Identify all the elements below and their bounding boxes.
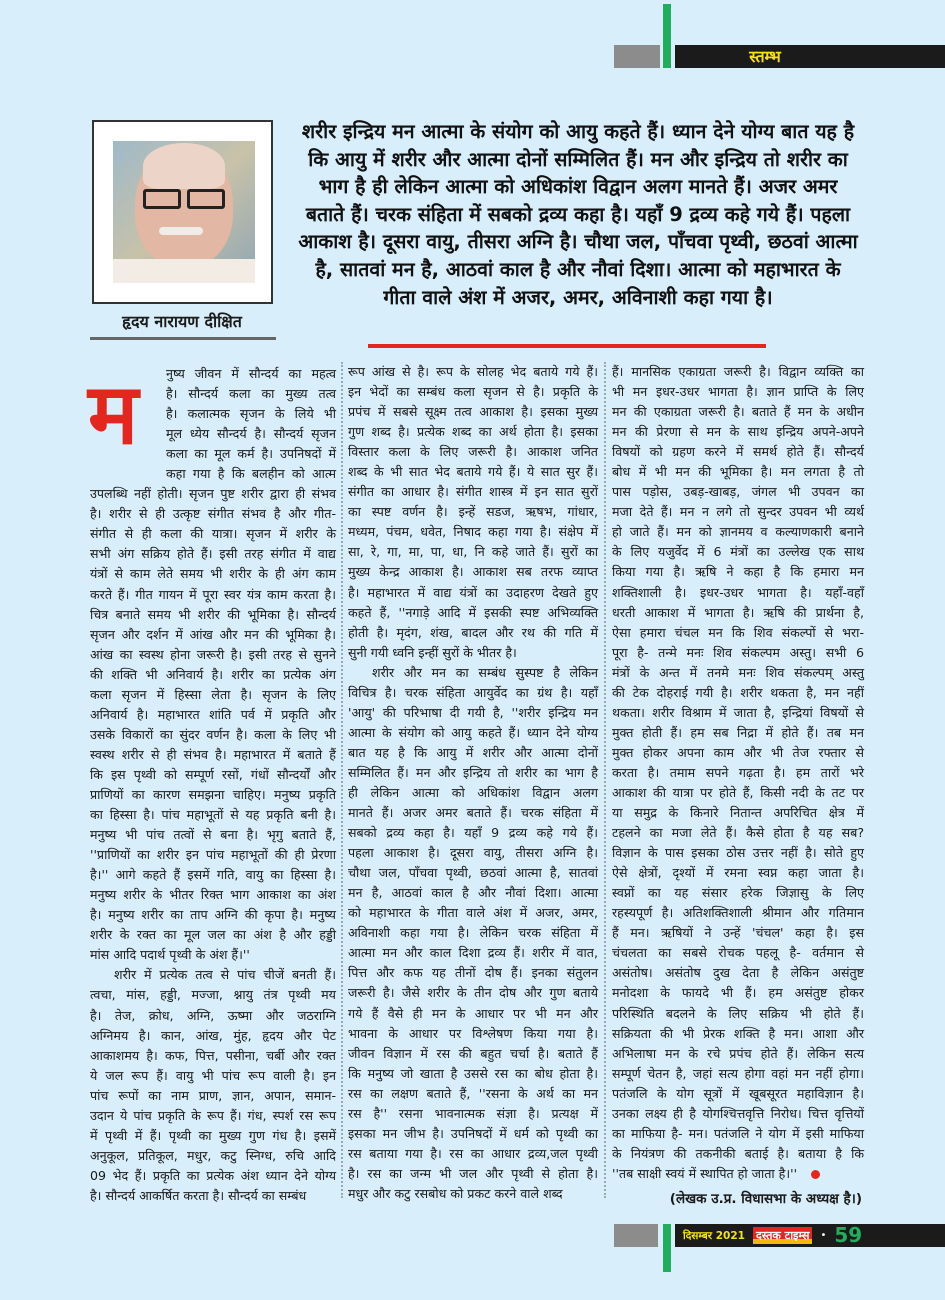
text-line — [90, 564, 336, 584]
text-line-content: शरीर के रक्त का मूल जल का अंश है और हड्डी — [90, 927, 336, 943]
text-line — [90, 745, 336, 765]
text-line-content: आत्मा के संयोग को आयु कहते हैं। ध्यान देने योग्य — [348, 724, 598, 740]
text-line-content: इन भेदों का सम्बंध कला सृजन से है। प्रकृति के — [348, 384, 598, 400]
text-line — [90, 865, 336, 885]
text-line-content: आंख का स्वस्थ होना जरूरी है। इसी तरह से सुनने — [90, 646, 336, 662]
text-line — [612, 863, 864, 883]
text-line-content: पांच रूपों का नाम प्राण, ज्ञान, अपान, समान- — [90, 1087, 336, 1103]
footer-green-bar — [663, 1224, 671, 1272]
text-line-content: थकता। शरीर विश्राम में जाता है, इन्द्रियां विषयों से — [612, 704, 864, 720]
text-line-content: शरीर और मन का सम्बंध सुस्पष्ट है लेकिन — [372, 664, 598, 680]
magazine-logo: दस्तक टाइम्स — [753, 1227, 812, 1244]
article-column-3 — [612, 362, 864, 1184]
text-line — [348, 502, 598, 522]
text-line-content: विचित्र है। चरक संहिता आयुर्वेद का ग्रंथ है। यहाँ — [348, 684, 598, 700]
text-line-content: उदान ये पांच प्रकृति के रूप हैं। गंध, स्पर्श रस रूप — [90, 1107, 336, 1123]
header-gray-block — [614, 45, 660, 68]
text-line — [90, 1146, 336, 1166]
column-divider — [341, 362, 343, 1198]
text-line — [90, 404, 336, 424]
text-line — [90, 1186, 336, 1206]
footer-gray-block — [614, 1224, 658, 1247]
text-line-content: 09 भेद हैं। प्रकृति का प्रत्येक अंश ध्यान देने योग्य — [90, 1167, 336, 1183]
text-line-content: आकाश की यात्रा पर होते हैं, किसी नदी के तट पर — [612, 784, 864, 800]
text-line — [612, 1024, 864, 1044]
text-line — [612, 883, 864, 903]
text-line — [348, 643, 598, 663]
text-line-content: का माफिया है- मन। पतंजलि ने योग में इसी माफिया — [612, 1125, 864, 1141]
pull-quote-underline — [368, 344, 766, 348]
text-line-content: रस बताया गया है। रस का आधार द्रव्य,जल पृथ्वी — [348, 1145, 598, 1161]
text-line-content: ऐसे क्षेत्रों, दृश्यों में रमना स्वप्न कहा जाता है। — [612, 865, 864, 881]
text-line-content: रस है'' रसना भावनात्मक संज्ञा है। प्रत्यक्ष में — [348, 1105, 598, 1121]
text-line — [90, 705, 336, 725]
text-line — [348, 763, 598, 783]
text-line-content: सक्रियता की भी प्रेरक शक्ति है मन। आशा और — [612, 1025, 864, 1041]
text-line — [612, 1144, 864, 1164]
text-line — [348, 1164, 598, 1184]
text-line — [612, 703, 864, 723]
text-line-content: है। शरीर से ही उत्कृष्ट संगीत संभव है और गीत- — [90, 506, 336, 522]
text-line-content: अग्निमय है। कान, आंख, मुंह, हृदय और पेट — [90, 1027, 336, 1043]
text-line — [90, 685, 336, 705]
text-line-content: है। सौन्दर्य आकर्षित करता है। सौन्दर्य का सम्बंध — [90, 1187, 307, 1203]
text-line — [90, 1046, 336, 1066]
text-line-content: जरूरी है। जैसे शरीर के तीन दोष और गुण बताये — [348, 985, 598, 1001]
text-line — [90, 384, 336, 404]
text-line-content: आकाशमय है। कफ, पित्त, पसीना, चर्बी और रक्त — [90, 1047, 336, 1063]
text-line — [612, 583, 864, 603]
text-line — [612, 362, 864, 382]
text-line — [90, 785, 336, 805]
text-line — [348, 562, 598, 582]
text-line — [348, 1044, 598, 1064]
text-line-content: शक्तिशाली है। इधर-उधर भागता है। यहाँ-वहाँ — [612, 584, 864, 600]
text-line-content: उपलब्धि नहीं होती। सृजन पुष्ट शरीर द्वारा ही संभव — [90, 486, 336, 502]
article-column-1 — [90, 364, 336, 1206]
text-line-content: है। तेज, क्रोध, अग्नि, ऊष्मा और जठराग्नि — [90, 1007, 336, 1023]
text-line — [348, 863, 598, 883]
text-line — [612, 1124, 864, 1144]
text-line — [612, 1104, 864, 1124]
text-line — [612, 823, 864, 843]
text-line — [612, 462, 864, 482]
text-line — [90, 965, 336, 985]
text-line — [612, 402, 864, 422]
text-line-content: मन है, आठवां काल है और नौवां दिशा। आत्मा — [348, 885, 598, 901]
author-credit: (लेखक उ.प्र. विधासभा के अध्यक्ष है।) — [669, 1191, 862, 1207]
text-line — [612, 983, 864, 1003]
text-line — [612, 743, 864, 763]
text-line-content: है। रस का जन्म भी जल और पृथ्वी से होता है। — [348, 1165, 598, 1181]
issue-date: दिसम्बर 2021 — [683, 1229, 745, 1242]
text-line-content: रहस्यपूर्ण है। अतिशक्तिशाली श्रीमान और गतिमान — [612, 905, 864, 921]
text-line-content: का हिस्सा है। पांच महाभूतों से यह प्रकृति बनी है। — [90, 807, 336, 823]
text-line-content: हैं मन। ऋषियों ने उन्हें 'चंचल' कहा है। इस — [612, 925, 864, 941]
text-line — [90, 645, 336, 665]
text-line-content: पास पड़ोस, उबड़-खाबड़, जंगल भी उपवन का — [612, 484, 864, 500]
text-line — [90, 925, 336, 945]
text-line-content: विज्ञान के पास इसका ठोस उत्तर नहीं है। सोते हुए — [612, 845, 864, 861]
text-line-content: में पृथ्वी में हैं। पृथ्वी का मुख्य गुण गंध है। इसमें — [90, 1127, 336, 1143]
text-line — [348, 703, 598, 723]
text-line-content: है। महाभारत में वाद्य यंत्रों का उदाहरण देखते हुए — [348, 584, 598, 600]
text-line — [90, 544, 336, 564]
text-line — [90, 985, 336, 1005]
text-line-content: ये जल रूप हैं। वायु भी पांच रूप वाली है। इन — [90, 1067, 336, 1083]
text-line — [348, 743, 598, 763]
text-line-content: करते हैं। गीत गायन में पूरा स्वर यंत्र काम करता है। — [90, 586, 336, 602]
text-line — [90, 905, 336, 925]
text-line — [348, 1104, 598, 1124]
text-line-content: पूरा है- तन्मे मनः शिव संकल्पम अस्तु। सभी 6 — [612, 644, 864, 660]
text-line — [612, 382, 864, 402]
text-line — [90, 805, 336, 825]
text-line — [90, 1066, 336, 1086]
text-line-content: गुण शब्द है। प्रत्येक शब्द का अर्थ होता है। इसका — [348, 424, 598, 440]
text-line — [612, 683, 864, 703]
text-line-content: कला का मूल कर्म है। उपनिषदों में — [166, 446, 336, 462]
text-line-content: मन की प्रेरणा से मन के साथ इन्द्रिय अपने-अपने — [612, 424, 864, 440]
text-line-content: हो जाते हैं। मन को ज्ञानमय व कल्याणकारी बनाने — [612, 524, 864, 540]
text-line-content: सभी अंग सक्रिय होते हैं। इसी तरह संगीत में वाद्य — [90, 546, 336, 562]
text-line — [612, 943, 864, 963]
text-line — [348, 783, 598, 803]
text-line-content: पहला आकाश है। दूसरा वायु, तीसरा अग्नि है। — [348, 845, 598, 861]
text-line-content: स्वप्नों का यह संसार हरेक जिज्ञासु के लिए — [612, 885, 864, 901]
text-line — [348, 683, 598, 703]
text-line-content: सा, रे, गा, मा, पा, धा, नि कहे जाते हैं। सुरों का — [348, 544, 598, 560]
text-line-content: चंचलता का सबसे रोचक पहलू है- वर्तमान से — [612, 945, 864, 961]
text-line-content: ''तब साक्षी स्वयं में स्थापित हो जाता है।'' — [612, 1165, 798, 1181]
text-line — [348, 923, 598, 943]
text-line-content: टहलने का मजा लेते हैं। कैसे होता है यह सब? — [612, 825, 864, 841]
text-line — [348, 823, 598, 843]
text-line-content: को महाभारत के गीता वाले अंश में अजर, अमर, — [348, 905, 598, 921]
end-mark-icon — [811, 1170, 820, 1179]
text-line-content: विषयों को ग्रहण करने में समर्थ होते हैं। सौन्दर्य — [612, 444, 864, 460]
section-label: स्तम्भ — [749, 47, 781, 66]
text-line-content: है। कलात्मक सृजन के लिये भी — [166, 406, 336, 422]
text-line — [348, 583, 598, 603]
text-line-content: ऐसा हमारा चंचल मन कि शिव संकल्पों से भरा- — [612, 624, 864, 640]
article-column-2 — [348, 362, 598, 1204]
author-name: हृदय नारायण दीक्षित — [122, 312, 242, 331]
text-line-content: ही लेकिन आत्मा को अधिकांश विद्वान अलग — [348, 784, 598, 800]
text-line — [90, 1026, 336, 1046]
text-line-content: पित्त और कफ यह तीनों दोष हैं। इनका संतुलन — [348, 965, 598, 981]
text-line — [90, 885, 336, 905]
text-line — [348, 462, 598, 482]
text-line — [612, 562, 864, 582]
text-line — [90, 1126, 336, 1146]
footer-info — [683, 1224, 862, 1247]
text-line — [612, 783, 864, 803]
text-line-content: भावना के आधार पर विश्लेषण किया गया है। — [348, 1025, 598, 1041]
text-line — [90, 484, 336, 504]
text-line-content: गये हैं वैसे ही मन के आधार पर भी मन और — [348, 1005, 598, 1021]
text-line-content: सृजन और दर्शन में आंख और मन की भूमिका है। — [90, 626, 336, 642]
text-line-content: मनोदशा के फायदे भी हैं। हम असंतुष्ट होकर — [612, 985, 864, 1001]
text-line-content: मुख्य केन्द्र आकाश है। आकाश सब तरफ व्याप्त — [348, 564, 598, 580]
text-line-content: है। सौन्दर्य कला का मुख्य तत्व — [166, 386, 336, 402]
header-green-bar — [663, 4, 671, 68]
text-line-content: पतंजलि के योग सूत्रों में खूबसूरत महाविज्ञान है। — [612, 1085, 864, 1101]
text-line-content: होती है। मृदंग, शंख, बादल और रथ की गति में — [348, 624, 598, 640]
text-line-content: अनिवार्य है। महाभारत शांति पर्व में प्रकृति और — [90, 706, 336, 722]
text-line — [90, 765, 336, 785]
text-line-content: शब्द के भी सात भेद बताये गये हैं। ये सात सुर हैं। — [348, 464, 598, 480]
text-line-content: मनुष्य शरीर के भीतर रिक्त भाग आकाश का अंश — [90, 887, 336, 903]
text-line — [612, 482, 864, 502]
text-line — [348, 843, 598, 863]
text-line-content: बात यह है कि आयु में शरीर और आत्मा दोनों — [348, 744, 598, 760]
text-line — [612, 923, 864, 943]
text-line — [612, 843, 864, 863]
text-line — [348, 963, 598, 983]
text-line — [348, 522, 598, 542]
text-line — [90, 1006, 336, 1026]
text-line — [612, 623, 864, 643]
text-line — [348, 1064, 598, 1084]
text-line — [90, 845, 336, 865]
text-line — [90, 1166, 336, 1186]
text-line — [90, 504, 336, 524]
text-line-content: अविनाशी कहा गया है। लेकिन चरक संहिता में — [348, 925, 598, 941]
text-line — [612, 763, 864, 783]
text-line — [348, 983, 598, 1003]
text-line-content: अनुकूल, प्रतिकूल, मधुर, कटु स्निग्ध, रुचि आदि — [90, 1147, 336, 1163]
text-line-content: धरती आकाश में भागता है। ऋषि की प्रार्थना है, — [612, 604, 864, 620]
text-line-content: ''प्राणियों का शरीर इन पांच महाभूतों की ही प्रेरणा — [90, 847, 336, 863]
text-line-content: है। मनुष्य शरीर का ताप अग्नि की कृपा है। मनुष्य — [90, 907, 336, 923]
text-line — [612, 603, 864, 623]
text-line-content: असंतोष। असंतोष दुख देता है लेकिन असंतुष्ट — [612, 965, 864, 981]
text-line-content: सम्मिलित हैं। मन और इन्द्रिय तो शरीर का भाग है — [348, 764, 598, 780]
text-line — [90, 665, 336, 685]
author-rule — [90, 337, 276, 340]
text-line — [90, 945, 336, 965]
author-photo — [113, 141, 255, 283]
text-line — [612, 442, 864, 462]
text-line — [612, 522, 864, 542]
text-line-content: मधुर और कटु रसबोध को प्रकट करने वाले शब्द — [348, 1185, 563, 1201]
text-line — [348, 1024, 598, 1044]
text-line — [348, 362, 598, 382]
text-line — [90, 464, 336, 484]
text-line-content: इसका मन जीभ है। उपनिषदों में धर्म को पृथ्वी का — [348, 1125, 598, 1141]
drop-cap: म — [88, 365, 139, 463]
text-line-content: परिस्थिति बदलने के लिए सक्रिय भी होते हैं। — [612, 1005, 864, 1021]
text-line-content: नुष्य जीवन में सौन्दर्य का महत्व — [166, 366, 336, 381]
text-line — [348, 1144, 598, 1164]
text-line — [612, 643, 864, 663]
text-line — [612, 663, 864, 683]
text-line-content: के नियंत्रण की तकनीकी बताई है। बताया है कि — [612, 1145, 864, 1161]
text-line-content: मजा देते हैं। मन न लगे तो सुन्दर उपवन भी व्यर्थ — [612, 504, 864, 520]
text-line-content: रस का लक्षण बताते हैं, ''रसना के अर्थ का मन — [348, 1085, 598, 1101]
text-line-content: मानते हैं। अजर अमर बताते हैं। चरक संहिता में — [348, 805, 598, 821]
text-line — [348, 623, 598, 643]
text-line-content: कि इस पृथ्वी को सम्पूर्ण रसों, गंधों सौन्दर्यों और — [90, 766, 336, 782]
text-line-content: उसके विकारों का सुंदर वर्णन है। कला के लिए भी — [90, 726, 336, 742]
text-line-content: चित्र बनाते समय भी शरीर की भूमिका है। सौन्दर्य — [90, 606, 336, 622]
text-line-content: या समुद्र के किनारे नितान्त अपरिचित क्षेत्र में — [612, 805, 864, 821]
text-line — [612, 803, 864, 823]
text-line — [612, 1004, 864, 1024]
text-line-content: सम्पूर्ण चेतन है, जहां सत्य होगा वहां मन नहीं होगा। — [612, 1065, 864, 1081]
text-line-content: का स्पष्ट वर्णन है। इन्हें सडज, ऋषभ, गांधार, — [348, 504, 598, 520]
text-line-content: प्राणियों का कारण समझना चाहिए। मनुष्य प्रकृति — [90, 786, 336, 802]
glasses-icon — [139, 189, 231, 209]
text-line — [90, 1086, 336, 1106]
text-line-content: कहा गया है कि बलहीन को आत्म — [166, 466, 336, 482]
text-line-content: आत्मा मन और काल दिशा द्रव्य हैं। शरीर में वात, — [348, 945, 598, 961]
text-line-content: कहते हैं, ''नगाड़े आदि में इसकी स्पष्ट अभिव्यक्ति — [348, 604, 598, 620]
text-line-content: है।'' आगे कहते हैं इसमें गति, वायु का हिस्सा है। — [90, 867, 336, 883]
text-line — [348, 1184, 598, 1204]
text-line-content: मूल ध्येय सौन्दर्य है। सौन्दर्य सृजन — [166, 426, 336, 442]
page-number: 59 — [834, 1223, 863, 1247]
text-line — [90, 524, 336, 544]
text-line — [90, 625, 336, 645]
text-line-content: स्वस्थ शरीर से ही संभव है। महाभारत में बताते हैं — [90, 746, 336, 762]
text-line-content: मंत्रों के अन्त में तनमे मनः शिव संकल्पम् अस्तु — [612, 664, 864, 680]
text-line-content: सुनी गयी ध्वनि इन्हीं सुरों के भीतर है। — [348, 644, 517, 660]
text-line — [90, 1106, 336, 1126]
text-line — [348, 883, 598, 903]
text-line — [90, 585, 336, 605]
text-line — [348, 402, 598, 422]
text-line-content: संगीत का आधार है। संगीत शास्त्र में इन सात सुरों — [348, 484, 598, 500]
text-line — [90, 825, 336, 845]
text-line-content: मध्यम, पंचम, धवेत, निषाद कहा गया है। संक्षेप में — [348, 524, 598, 540]
text-line-content: कि मनुष्य जो खाता है उससे रस का बोध होता है। — [348, 1065, 598, 1081]
text-line-content: की शक्ति भी अनिवार्य है। शरीर का प्रत्येक अंग — [90, 666, 336, 682]
text-line — [348, 382, 598, 402]
text-line-content: रूप आंख से है। रूप के सोलह भेद बताये गये हैं। — [348, 364, 598, 379]
text-line — [612, 1164, 864, 1184]
text-line-content: मनुष्य भी पांच तत्वों से बना है। भृगु बताते हैं, — [90, 827, 336, 843]
text-line — [612, 723, 864, 743]
text-line-content: त्वचा, मांस, हड्डी, मज्जा, श्नायु तंत्र पृथ्वी मय — [90, 987, 336, 1003]
text-line — [348, 723, 598, 743]
text-line-content: करता है। तमाम सपने गढ़ता है। हम तारों भरे — [612, 764, 864, 780]
text-line — [612, 1084, 864, 1104]
text-line-content: यंत्रों से काम लेते समय भी शरीर के ही अंग काम — [90, 566, 336, 582]
text-line-content: सबको द्रव्य कहा है। यहाँ 9 द्रव्य कहे गये हैं। — [348, 825, 598, 841]
text-line — [348, 542, 598, 562]
text-line — [348, 422, 598, 442]
text-line-content: कला सृजन में हिस्सा लेता है। सृजन के लिए — [90, 686, 336, 702]
text-line-content: की टेक दोहराई गयी है। शरीर थकता है, मन नहीं — [612, 684, 864, 700]
footer-bullet: • — [820, 1230, 827, 1241]
text-line-content: जीवन विज्ञान में रस की बहुत चर्चा है। बताते हैं — [348, 1045, 598, 1061]
text-line-content: शरीर में प्रत्येक तत्व से पांच चीजें बनती हैं। — [114, 967, 336, 983]
text-line-content: मन की एकाग्रता जरूरी है। बताते हैं मन के अधीन — [612, 404, 864, 420]
text-line-content: उनका लक्ष्य ही है योगश्चित्तवृत्ति निरोध। चित्त वृत्तियों — [612, 1105, 864, 1121]
text-line-content: मुक्त होती हैं। हम सब निद्रा में होते हैं। तब मन — [612, 724, 864, 740]
text-line-content: बोध में भी मन की भूमिका है। मन लगता है तो — [612, 464, 864, 480]
text-line — [612, 963, 864, 983]
text-line — [348, 663, 598, 683]
text-line-content: मुक्त होकर अपना काम और भी तेज रफ्तार से — [612, 744, 864, 760]
text-line — [348, 442, 598, 462]
text-line-content: 'आयु' की परिभाषा दी गयी है, ''शरीर इन्द्रिय मन — [348, 704, 598, 720]
text-line — [612, 903, 864, 923]
text-line-content: के लिए यजुर्वेद में 6 मंत्रों का उल्लेख एक साथ — [612, 544, 864, 560]
column-divider — [604, 362, 606, 1198]
text-line — [612, 542, 864, 562]
text-line-content: संगीत से ही कला की यात्रा। सृजन में शरीर के — [90, 526, 336, 542]
text-line — [348, 603, 598, 623]
text-line-content: चौथा जल, पाँचवा पृथ्वी, छठवां आत्मा है, सातवां — [348, 865, 598, 881]
text-line — [90, 364, 336, 384]
text-line-content: अभिलाषा मन के रचे प्रपंच होते हैं। लेकिन सत्य — [612, 1045, 864, 1061]
text-line-content: हैं। मानसिक एकाग्रता जरूरी है। विद्वान व्यक्ति का — [612, 364, 864, 379]
text-line — [90, 444, 336, 464]
text-line — [348, 1124, 598, 1144]
pull-quote: शरीर इन्द्रिय मन आत्मा के संयोग को आयु कहते हैं। ध्यान देने योग्य बात यह है कि आयु में शरीर और आत्मा दोनों सम्मिलित हैं। मन और इन्द्रिय तो शरीर का भाग है ही लेकिन आत्मा को अधिकांश विद्वान अलग मानते हैं। अजर अमर बताते हैं। चरक संहिता में सबको द्रव्य कहा है। यहाँ 9 द्रव्य कहे गये हैं। पहला आकाश है। दूसरा वायु, तीसरा अग्नि है। चौथा जल, पाँचवा पृथ्वी, छठवां आत्मा है, सातवां मन है, आठवां काल है और नौवां दिशा। आत्मा को महाभारत के गीता वाले अंश में अजर, अमर, अविनाशी कहा गया है। — [298, 120, 858, 309]
text-line — [90, 424, 336, 444]
text-line-content: प्रपंच में सबसे सूक्ष्म तत्व आकाश है। इसका मुख्य — [348, 404, 598, 420]
text-line — [348, 1004, 598, 1024]
text-line-content: भी मन इधर-उधर भागता है। ज्ञान प्राप्ति के लिए — [612, 384, 864, 400]
text-line — [612, 1064, 864, 1084]
text-line-content: मांस आदि पदार्थ पृथ्वी के अंश हैं।'' — [90, 947, 250, 963]
text-line — [90, 605, 336, 625]
text-line — [348, 1084, 598, 1104]
text-line — [90, 725, 336, 745]
text-line — [612, 1044, 864, 1064]
text-line — [612, 422, 864, 442]
text-line-content: विस्तार कला के लिए जरूरी है। आकाश जनित — [348, 444, 598, 460]
text-line — [612, 502, 864, 522]
text-line — [348, 482, 598, 502]
text-line — [348, 903, 598, 923]
text-line — [348, 803, 598, 823]
text-line — [348, 943, 598, 963]
text-line-content: किया गया है। ऋषि ने कहा है कि हमारा मन — [612, 564, 864, 580]
